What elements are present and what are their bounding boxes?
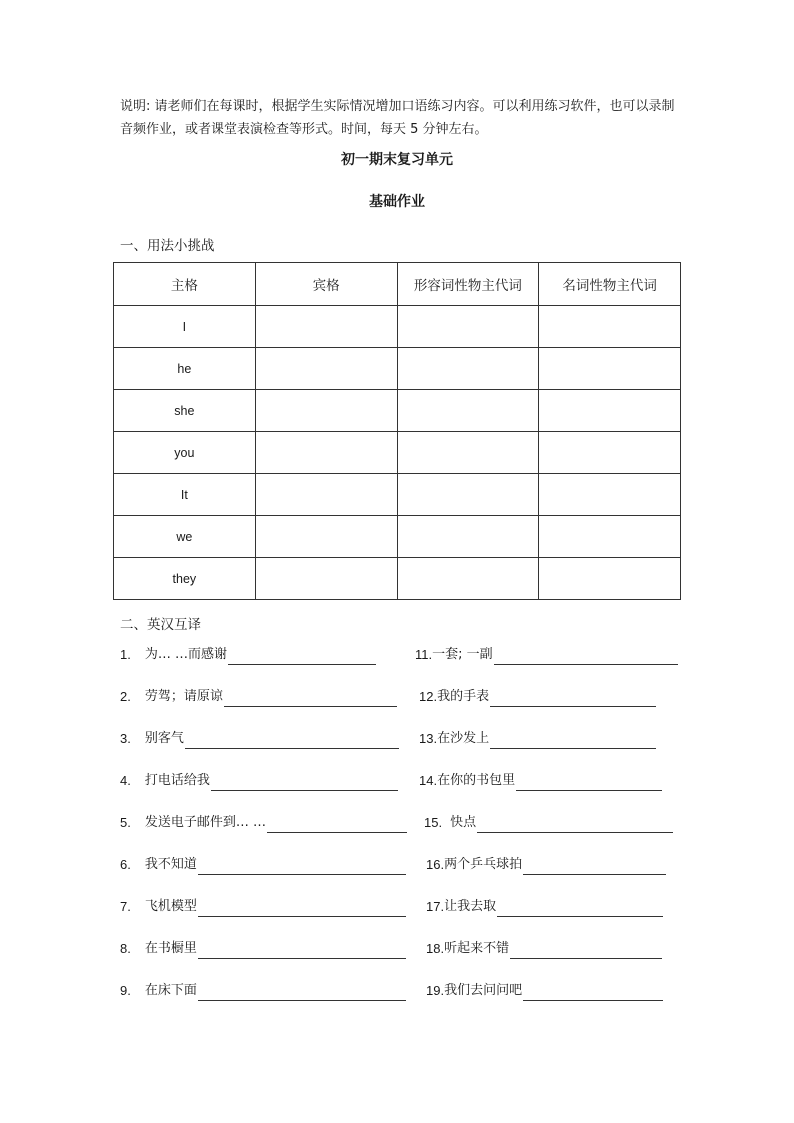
answer-blank[interactable] [267, 818, 407, 833]
translation-item [120, 645, 376, 665]
item-number: 5. [120, 815, 131, 830]
item-number: 13. [419, 731, 438, 746]
header-noun-possessive: 名词性物主代词 [539, 263, 681, 306]
item-prompt: 我不知道 [144, 857, 197, 872]
item-number: 1. [120, 647, 131, 662]
item-number: 19. [426, 983, 445, 998]
item-prompt: 打电话给我 [144, 773, 210, 788]
answer-blank[interactable] [494, 650, 678, 665]
subject-pronoun-cell: It [114, 474, 256, 516]
item-number: 16. [426, 857, 445, 872]
subject-pronoun-cell: he [114, 348, 256, 390]
item-number: 11. [415, 647, 433, 662]
translation-item [424, 813, 673, 833]
header-adjective-possessive: 形容词性物主代词 [397, 263, 539, 306]
item-prompt: 让我去取 [444, 899, 497, 914]
translation-item [120, 729, 399, 749]
item-number: 6. [120, 857, 131, 872]
item-number: 14. [419, 773, 438, 788]
item-number: 2. [120, 689, 131, 704]
page-title: 初一期末复习单元 [341, 152, 453, 168]
item-prompt: 我的手表 [437, 689, 490, 704]
answer-blank[interactable] [224, 692, 397, 707]
translation-item [120, 981, 406, 1001]
translation-item [426, 939, 662, 959]
item-number: 3. [120, 731, 131, 746]
answer-blank[interactable] [228, 650, 376, 665]
section-heading-usage: 一、用法小挑战 [120, 238, 215, 254]
instruction-note: 说明: 请老师们在每课时，根据学生实际情况增加口语练习内容。可以利用练习软件，也可以录制音频作业，或者课堂表演检查等形式。时间，每天 5 分钟左右。 [120, 99, 675, 137]
translation-item [120, 687, 397, 707]
item-prompt: 快点 [450, 815, 477, 830]
translation-item [419, 771, 662, 791]
translation-item [120, 939, 406, 959]
item-prompt: 劳驾；请原谅 [144, 689, 223, 704]
subject-pronoun-cell: they [114, 558, 256, 600]
answer-blank[interactable] [198, 944, 406, 959]
page-subtitle: 基础作业 [369, 194, 425, 210]
item-prompt: 飞机模型 [144, 899, 197, 914]
answer-blank[interactable] [497, 902, 663, 917]
item-number: 9. [120, 983, 131, 998]
item-number: 18. [426, 941, 445, 956]
translation-item [419, 687, 656, 707]
translation-item [120, 771, 398, 791]
item-prompt: 一套; 一副 [432, 647, 493, 662]
answer-blank[interactable] [198, 902, 406, 917]
item-number: 15. [424, 815, 443, 830]
translation-item [426, 855, 666, 875]
translation-item [120, 855, 406, 875]
item-prompt: 发送电子邮件到… … [144, 815, 266, 830]
item-prompt: 我们去问问吧 [444, 983, 523, 998]
translation-item [426, 981, 663, 1001]
item-prompt: 两个乒乓球拍 [444, 857, 523, 872]
answer-blank[interactable] [198, 860, 406, 875]
subject-pronoun-cell: we [114, 516, 256, 558]
item-prompt: 别客气 [144, 731, 184, 746]
answer-blank[interactable] [523, 986, 663, 1001]
subject-pronoun-cell: I [114, 306, 256, 348]
subject-pronoun-cell: you [114, 432, 256, 474]
item-prompt: 听起来不错 [444, 941, 510, 956]
item-prompt: 在书橱里 [144, 941, 197, 956]
translation-item [426, 897, 663, 917]
answer-blank[interactable] [490, 734, 656, 749]
subject-pronoun-cell: she [114, 390, 256, 432]
answer-blank[interactable] [198, 986, 406, 1001]
answer-blank[interactable] [510, 944, 662, 959]
item-number: 12. [419, 689, 438, 704]
answer-blank[interactable] [516, 776, 662, 791]
translation-item [415, 645, 678, 665]
item-number: 4. [120, 773, 131, 788]
translation-item [419, 729, 656, 749]
section-heading-translation: 二、英汉互译 [120, 617, 201, 633]
item-prompt: 在沙发上 [437, 731, 490, 746]
item-number: 8. [120, 941, 131, 956]
header-object-case: 宾格 [255, 263, 397, 306]
header-subject-case: 主格 [114, 263, 256, 306]
item-prompt: 为… …而感谢 [144, 647, 227, 662]
translation-item [120, 897, 406, 917]
answer-blank[interactable] [185, 734, 399, 749]
item-prompt: 在你的书包里 [437, 773, 516, 788]
item-number: 17. [426, 899, 445, 914]
translation-item [120, 813, 407, 833]
answer-blank[interactable] [477, 818, 673, 833]
item-prompt: 在床下面 [144, 983, 197, 998]
answer-blank[interactable] [211, 776, 398, 791]
answer-blank[interactable] [523, 860, 666, 875]
answer-blank[interactable] [490, 692, 656, 707]
item-number: 7. [120, 899, 131, 914]
